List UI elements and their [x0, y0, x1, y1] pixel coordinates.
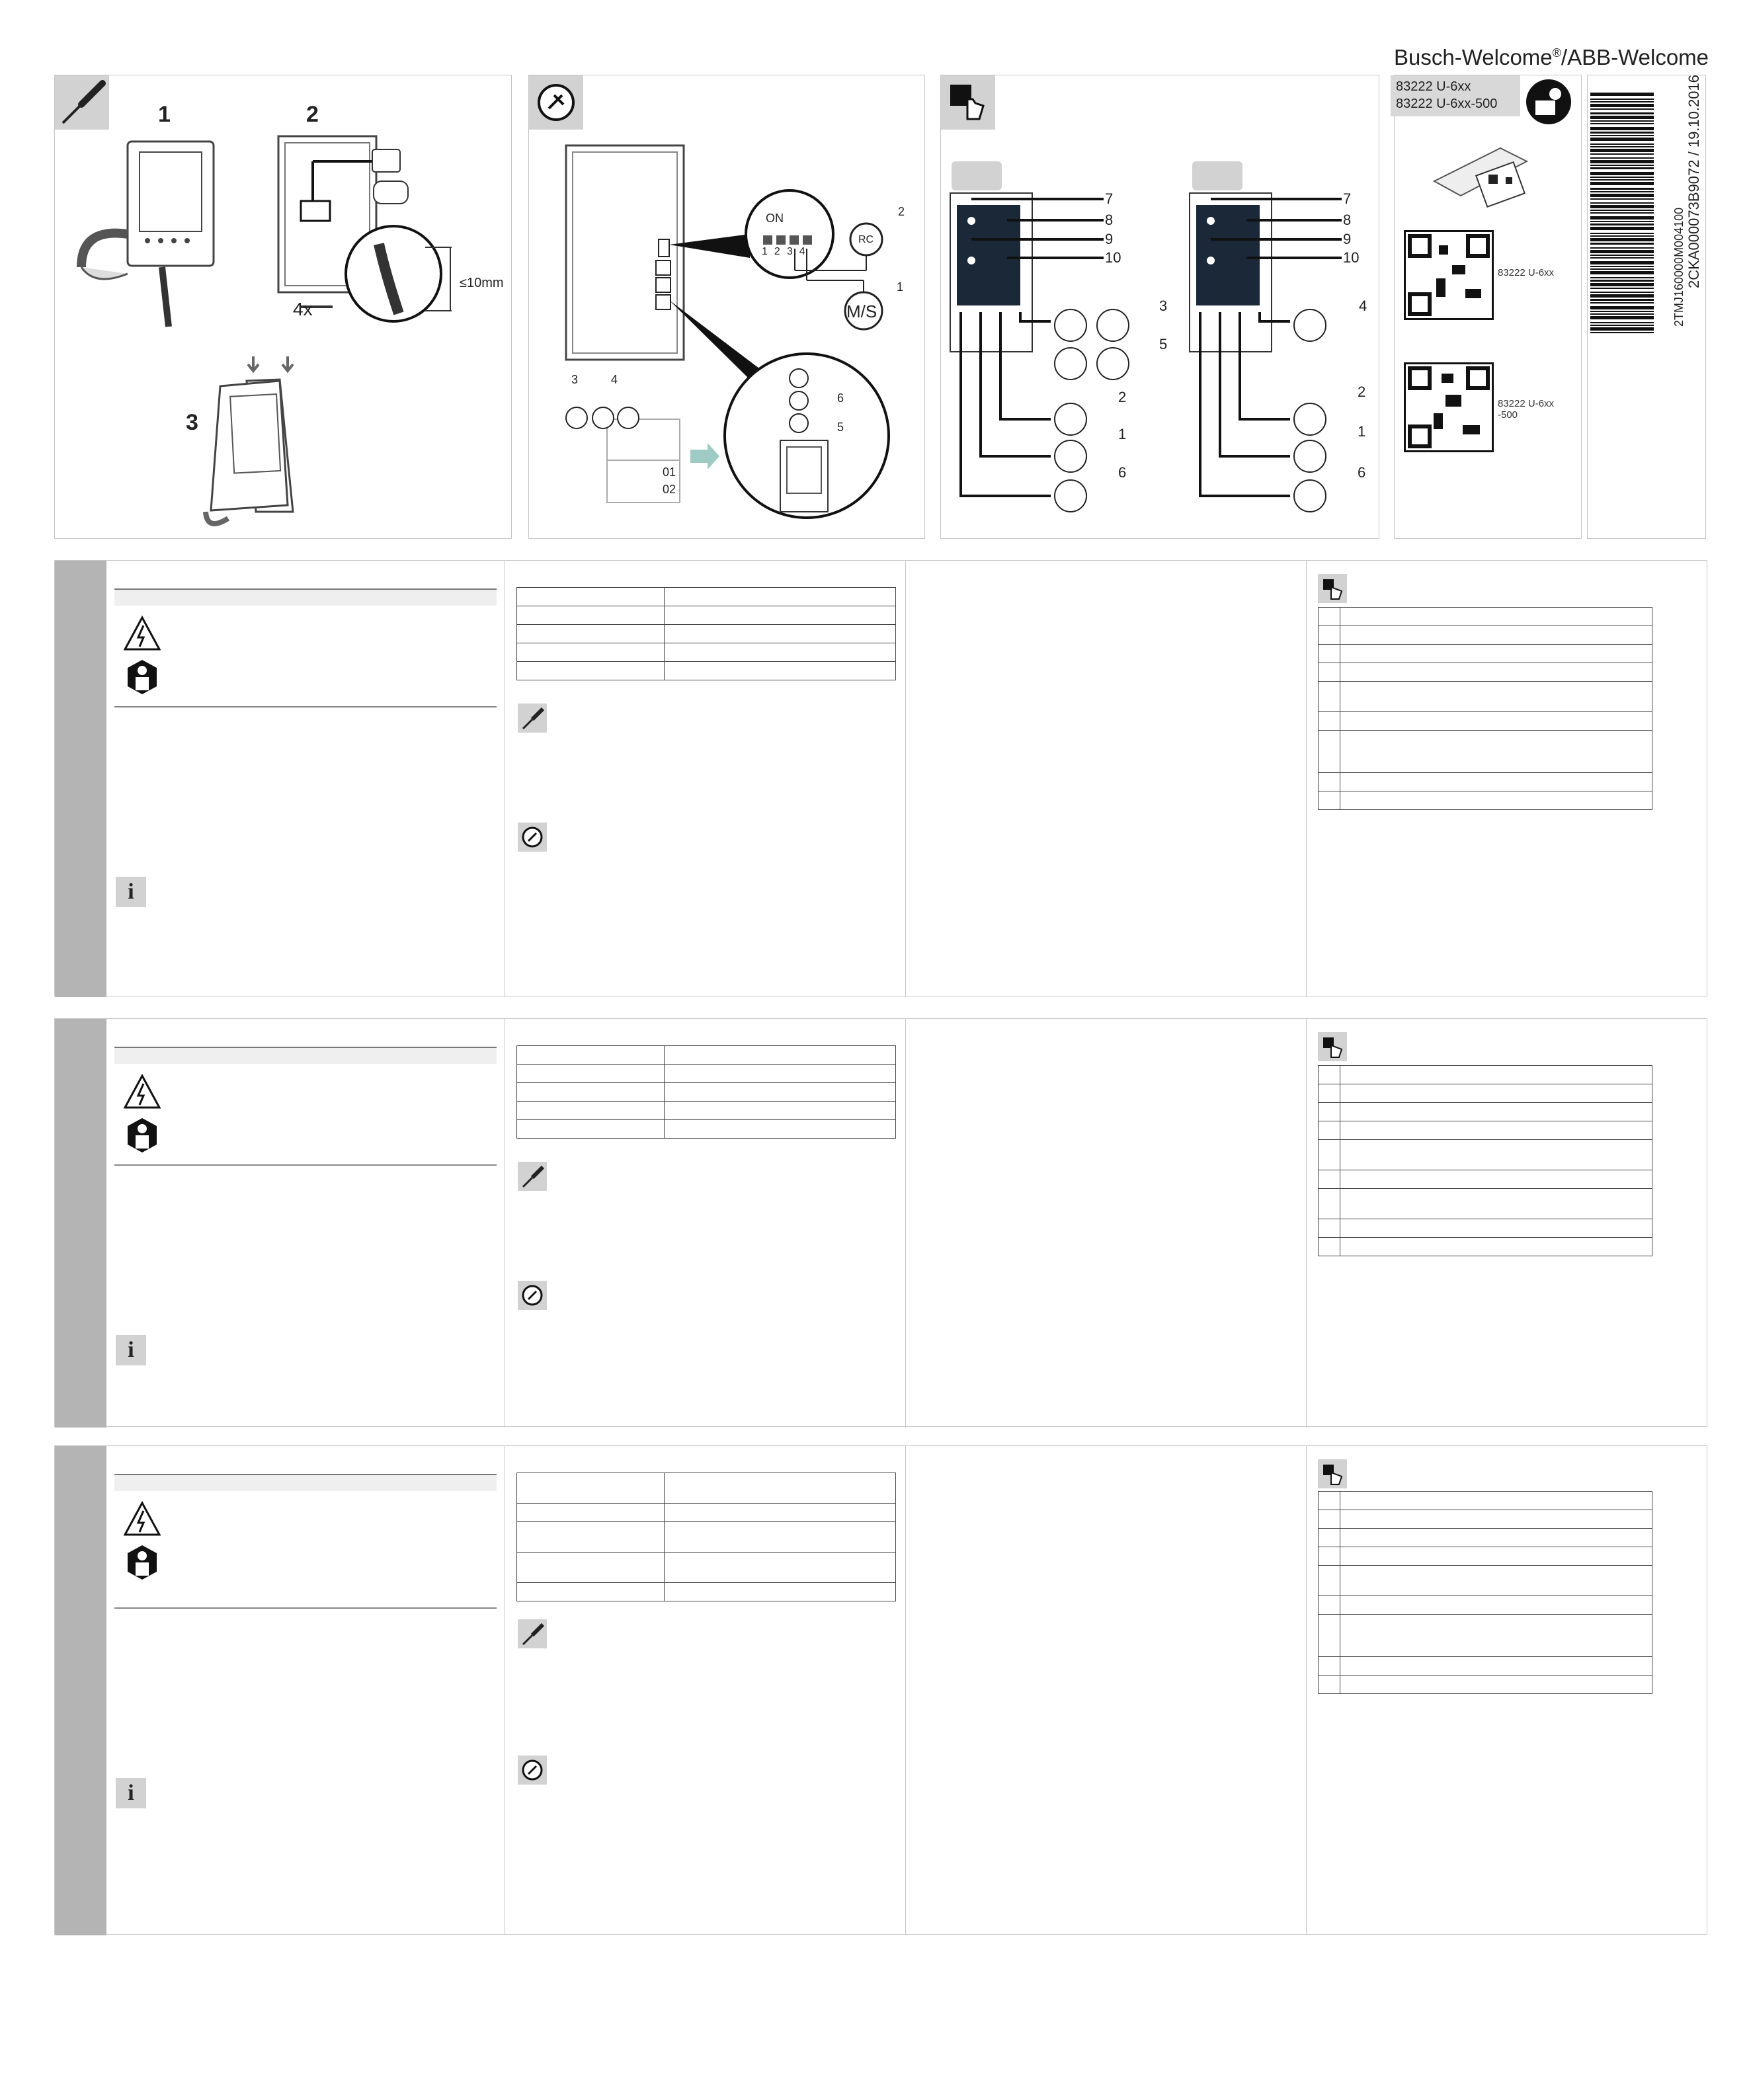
- callout-left-6: 6: [1118, 464, 1127, 481]
- barcode-bar: [1590, 177, 1654, 178]
- barcode-bar: [1590, 198, 1654, 200]
- step-1-label: 1: [158, 102, 171, 127]
- callout-5: 5: [837, 421, 844, 434]
- barcode-bar: [1590, 227, 1654, 230]
- callout-left-7: 7: [1105, 190, 1114, 207]
- callout-right-8: 8: [1343, 212, 1352, 228]
- barcode-bar: [1590, 210, 1654, 211]
- barcode: [1590, 93, 1656, 335]
- section-a-col-divider-2: [905, 561, 906, 997]
- callout-left-1: 1: [1118, 426, 1127, 442]
- callout-right-10: 10: [1343, 249, 1360, 266]
- plug-small-icon: [518, 1281, 547, 1310]
- barcode-bar: [1590, 311, 1654, 312]
- barcode-bar: [1590, 327, 1654, 331]
- barcode-bar: [1590, 250, 1654, 253]
- section-a-divider: [114, 706, 497, 707]
- barcode-bar: [1590, 283, 1654, 286]
- barcode-bar: [1590, 116, 1654, 119]
- section-b-header-bar: [114, 1047, 497, 1064]
- info-icon: i: [116, 1335, 146, 1365]
- callout-right-6: 6: [1358, 464, 1366, 481]
- barcode-bar: [1590, 101, 1654, 102]
- section-b-sidebar: [55, 1019, 106, 1428]
- switch-number-2: 2: [774, 246, 780, 257]
- callout-ms: 1: [897, 280, 904, 294]
- qr-code-1: [1404, 230, 1494, 320]
- barcode-bar: [1590, 104, 1654, 107]
- brand-title: [1394, 45, 1709, 70]
- barcode-bar: [1590, 235, 1654, 237]
- switch-number-1: 1: [762, 246, 768, 257]
- section-c-col-divider-2: [905, 1446, 906, 1935]
- barcode-bar: [1590, 243, 1654, 245]
- callout-4: 4: [611, 373, 618, 386]
- barcode-bar: [1590, 316, 1654, 319]
- qr-label-2-line1: 83222 U-6xx: [1498, 398, 1555, 409]
- section-a-header-bar: [114, 588, 497, 606]
- operation-table: [1318, 1491, 1652, 1694]
- strip-length-label: ≤10mm: [460, 276, 504, 290]
- callout-left-2: 2: [1118, 389, 1127, 405]
- barcode-bar: [1590, 194, 1654, 197]
- barcode-bar: [1590, 99, 1654, 100]
- barcode-bar: [1590, 325, 1654, 326]
- screwdriver-small-icon: [518, 704, 547, 733]
- callout-right-9: 9: [1343, 231, 1352, 247]
- callout-right-7: 7: [1343, 190, 1352, 207]
- model-line-1: 83222 U-6xx: [1396, 79, 1471, 94]
- barcode-bar: [1590, 271, 1654, 274]
- barcode-bar: [1590, 146, 1654, 147]
- barcode-bar: [1590, 306, 1654, 309]
- barcode-bar: [1590, 143, 1654, 145]
- barcode-bar: [1590, 135, 1654, 136]
- section-a-col-divider-3: [1306, 561, 1307, 997]
- section-c-col-divider-3: [1306, 1446, 1307, 1935]
- panel-wiring: [528, 75, 925, 539]
- callout-left-5: 5: [1159, 336, 1168, 352]
- barcode-bar: [1590, 288, 1654, 289]
- barcode-bar: [1590, 149, 1654, 152]
- panel-model-qr: [1394, 75, 1582, 539]
- section-b-divider: [114, 1164, 497, 1166]
- barcode-bar: [1590, 93, 1654, 96]
- screw-count: 4x: [293, 299, 313, 319]
- barcode-number: 2TMJ160000M004100: [1672, 207, 1686, 327]
- barcode-bar: [1590, 182, 1654, 185]
- barcode-bar: [1590, 160, 1654, 163]
- switch-on-label: ON: [766, 212, 784, 225]
- brand-reg-mark: ®: [1552, 46, 1561, 60]
- qr-label-1: 83222 U-6xx: [1498, 267, 1555, 278]
- barcode-bar: [1590, 223, 1654, 225]
- barcode-bar: [1590, 167, 1654, 169]
- barcode-bar: [1590, 247, 1654, 249]
- technical-data-table: [516, 587, 896, 680]
- switch-number-4: 4: [799, 246, 805, 257]
- barcode-bar: [1590, 179, 1654, 181]
- barcode-bar: [1590, 123, 1654, 124]
- barcode-bar: [1590, 280, 1654, 282]
- barcode-bar: [1590, 261, 1654, 264]
- panel-mounting: [54, 75, 512, 539]
- touch-small-icon: [1318, 574, 1347, 603]
- barcode-bar: [1590, 138, 1654, 141]
- barcode-bar: [1590, 165, 1654, 166]
- section-a-sidebar: [55, 561, 106, 997]
- qr-label-2: [1498, 398, 1554, 421]
- barcode-bar: [1590, 238, 1654, 241]
- screwdriver-small-icon: [518, 1162, 547, 1191]
- barcode-bar: [1590, 205, 1654, 208]
- technical-data-table: [516, 1473, 896, 1601]
- barcode-bar: [1590, 188, 1654, 190]
- touch-small-icon: [1318, 1459, 1347, 1488]
- barcode-bar: [1590, 108, 1654, 110]
- model-number-box: [1391, 75, 1520, 116]
- callout-rc: 2: [898, 205, 905, 218]
- callout-right-4: 4: [1359, 298, 1367, 314]
- barcode-bar: [1590, 191, 1654, 192]
- switch-numbers: [762, 246, 805, 258]
- barcode-bar: [1590, 257, 1654, 259]
- barcode-bar: [1590, 313, 1654, 315]
- barcode-bar: [1590, 172, 1654, 175]
- electrician-icon: [124, 1117, 154, 1147]
- brand-prefix: Busch-Welcome: [1394, 45, 1553, 69]
- callout-left-8: 8: [1105, 212, 1114, 228]
- callout-right-1: 1: [1358, 423, 1366, 440]
- operation-table: [1318, 1065, 1652, 1256]
- barcode-bar: [1590, 216, 1654, 220]
- warning-triangle-icon: [124, 615, 154, 645]
- technical-data-table: [516, 1045, 896, 1139]
- barcode-bar: [1590, 127, 1654, 130]
- barcode-bar: [1590, 255, 1654, 256]
- plug-small-icon: [518, 823, 547, 852]
- barcode-bar: [1590, 268, 1654, 270]
- step-2-label: 2: [306, 102, 319, 127]
- barcode-bar: [1590, 277, 1654, 278]
- callout-3: 3: [571, 373, 579, 386]
- barcode-bar: [1590, 266, 1654, 267]
- ms-label: M/S: [846, 302, 877, 321]
- callout-6: 6: [837, 391, 844, 405]
- barcode-bar: [1590, 120, 1654, 122]
- switch-number-3: 3: [786, 246, 793, 257]
- section-b-col-divider-2: [905, 1019, 906, 1428]
- operation-table: [1318, 607, 1652, 810]
- warning-triangle-icon: [124, 1500, 154, 1531]
- barcode-bar: [1590, 233, 1654, 234]
- barcode-bar: [1590, 212, 1654, 214]
- document-code: 2CKA000073B9072 / 19.10.2016: [1686, 75, 1702, 288]
- rc-label: RC: [858, 234, 874, 245]
- section-c-divider: [114, 1607, 497, 1609]
- section-c: [54, 1445, 1707, 1935]
- barcode-bar: [1590, 112, 1654, 114]
- barcode-bar: [1590, 157, 1654, 159]
- section-a: [54, 560, 1707, 996]
- barcode-bar: [1590, 332, 1654, 333]
- info-icon: i: [116, 1778, 146, 1808]
- brand-suffix: /ABB-Welcome: [1561, 45, 1709, 69]
- manual-reader-icon: [1525, 78, 1572, 126]
- model-line-2: 83222 U-6xx-500: [1396, 97, 1498, 111]
- qr-label-2-line2: -500: [1498, 409, 1518, 421]
- barcode-bar: [1590, 153, 1654, 155]
- electrician-icon: [124, 1544, 154, 1574]
- barcode-bar: [1590, 132, 1654, 134]
- barcode-bar: [1590, 299, 1654, 301]
- panel-operation: [940, 75, 1379, 539]
- section-c-header-bar: [114, 1474, 497, 1491]
- barcode-bar: [1590, 221, 1654, 222]
- barcode-bar: [1590, 302, 1654, 303]
- address-02: 02: [663, 483, 676, 496]
- electrician-icon: [124, 659, 154, 689]
- warning-triangle-icon: [124, 1073, 154, 1104]
- touch-small-icon: [1318, 1032, 1347, 1061]
- screwdriver-small-icon: [518, 1619, 547, 1648]
- mounting-illustration: [55, 75, 511, 538]
- step-3-label: 3: [186, 410, 198, 435]
- section-b-col-divider-3: [1306, 1019, 1307, 1428]
- callout-right-2: 2: [1358, 384, 1366, 400]
- callout-left-10: 10: [1105, 249, 1121, 266]
- qr-code-2: [1404, 362, 1494, 452]
- section-c-sidebar: [55, 1446, 106, 1935]
- plug-small-icon: [518, 1756, 547, 1785]
- barcode-bar: [1590, 202, 1654, 204]
- barcode-bar: [1590, 292, 1654, 293]
- callout-left-9: 9: [1105, 231, 1114, 247]
- panel-barcode: [1587, 75, 1706, 539]
- product-illustration: [1428, 135, 1540, 208]
- info-icon: i: [116, 877, 146, 907]
- section-b: [54, 1018, 1707, 1427]
- address-01: 01: [663, 465, 676, 479]
- barcode-bar: [1590, 322, 1654, 323]
- barcode-bar: [1590, 294, 1654, 298]
- callout-left-3: 3: [1159, 298, 1168, 314]
